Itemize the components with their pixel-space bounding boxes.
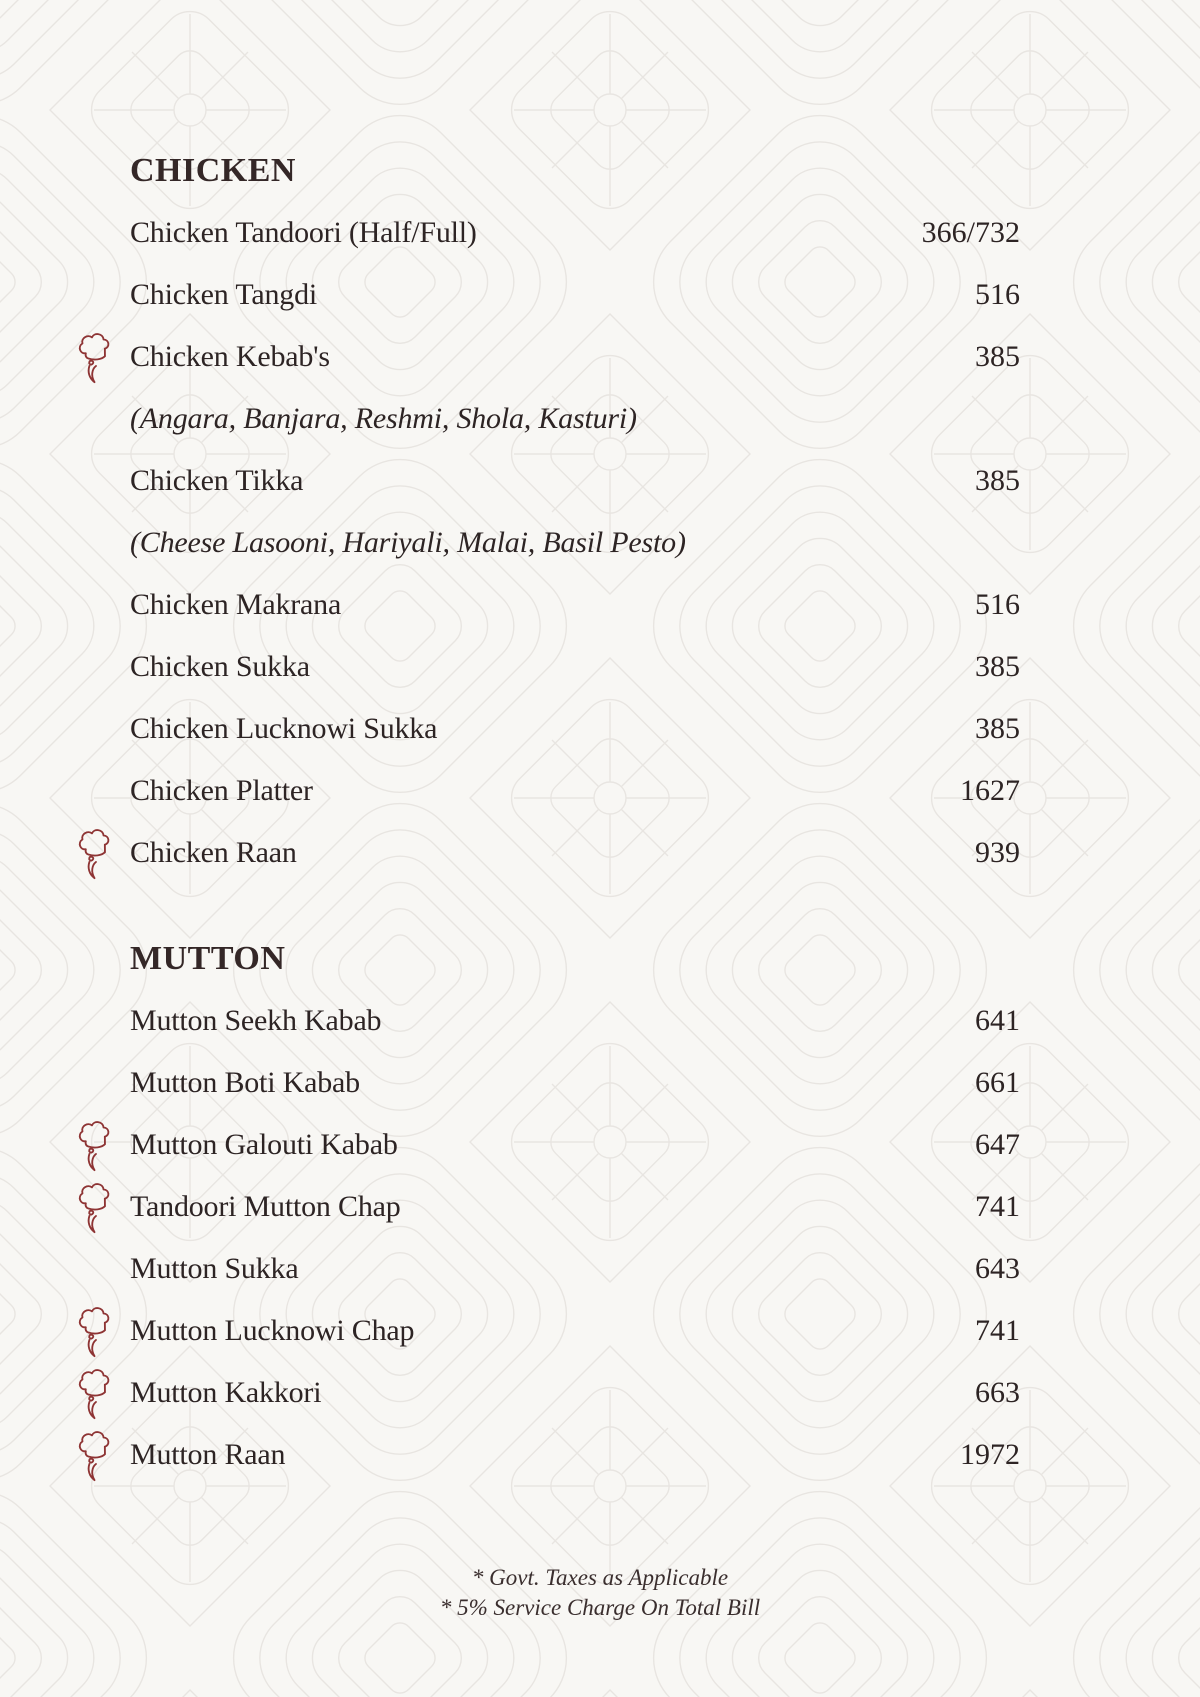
item-price: 643	[975, 1252, 1020, 1285]
footer	[0, 1563, 1200, 1623]
menu-item-row	[130, 326, 1020, 388]
chef-hat-icon	[76, 1182, 118, 1238]
chef-hat-icon	[76, 332, 118, 388]
item-price: 385	[975, 650, 1020, 683]
item-price: 1972	[960, 1438, 1020, 1471]
menu-item-row	[130, 1176, 1020, 1238]
item-name: Chicken Makrana	[130, 588, 342, 621]
menu-item-row	[130, 1300, 1020, 1362]
item-name: Mutton Galouti Kabab	[130, 1128, 398, 1161]
item-name: Mutton Boti Kabab	[130, 1066, 360, 1099]
variant-note: (Angara, Banjara, Reshmi, Shola, Kasturi)	[130, 402, 637, 435]
item-price: 741	[975, 1314, 1020, 1347]
menu-item-row	[130, 450, 1020, 512]
item-price: 366/732	[921, 216, 1020, 249]
menu-item-row	[130, 698, 1020, 760]
item-name: Chicken Tangdi	[130, 278, 318, 311]
menu-item-row	[130, 202, 1020, 264]
variant-note: (Cheese Lasooni, Hariyali, Malai, Basil Pesto)	[130, 526, 686, 559]
item-name: Mutton Seekh Kabab	[130, 1004, 382, 1037]
item-name: Mutton Kakkori	[130, 1376, 322, 1409]
chef-hat-icon	[76, 1430, 118, 1486]
item-price: 385	[975, 464, 1020, 497]
chef-hat-icon	[76, 1120, 118, 1176]
footer-note: * Govt. Taxes as Applicable	[471, 1565, 729, 1590]
chef-hat-icon	[76, 1368, 118, 1424]
item-price: 663	[975, 1376, 1020, 1409]
chef-hat-icon	[76, 828, 118, 884]
menu-item-row	[130, 990, 1020, 1052]
menu-item-row	[130, 264, 1020, 326]
item-name: Chicken Sukka	[130, 650, 310, 683]
menu-item-row	[130, 574, 1020, 636]
item-name: Chicken Raan	[130, 836, 297, 869]
item-name: Mutton Sukka	[130, 1252, 299, 1285]
item-price: 647	[975, 1128, 1020, 1161]
item-name: Tandoori Mutton Chap	[130, 1190, 401, 1223]
menu-item-row	[130, 1238, 1020, 1300]
item-price: 516	[975, 278, 1020, 311]
item-price: 516	[975, 588, 1020, 621]
item-price: 939	[975, 836, 1020, 869]
menu-item-row	[130, 1052, 1020, 1114]
variant-row	[130, 512, 1020, 574]
variant-row	[130, 388, 1020, 450]
menu-section-mutton	[130, 928, 1020, 1486]
item-name: Chicken Kebab's	[130, 340, 330, 373]
item-price: 385	[975, 712, 1020, 745]
item-price: 741	[975, 1190, 1020, 1223]
menu-item-row	[130, 1114, 1020, 1176]
menu-section-chicken	[130, 140, 1020, 884]
footer-note: * 5% Service Charge On Total Bill	[439, 1595, 761, 1620]
chef-hat-icon	[76, 1306, 118, 1362]
menu-item-row	[130, 636, 1020, 698]
item-price: 1627	[960, 774, 1020, 807]
menu-item-row	[130, 1362, 1020, 1424]
item-name: Mutton Raan	[130, 1438, 286, 1471]
item-name: Chicken Platter	[130, 774, 313, 807]
section-title: CHICKEN	[130, 152, 296, 189]
item-price: 385	[975, 340, 1020, 373]
menu	[130, 140, 1020, 1486]
item-name: Mutton Lucknowi Chap	[130, 1314, 415, 1347]
item-name: Chicken Tandoori (Half/Full)	[130, 216, 477, 249]
menu-item-row	[130, 1424, 1020, 1486]
item-price: 661	[975, 1066, 1020, 1099]
item-name: Chicken Tikka	[130, 464, 304, 497]
menu-item-row	[130, 760, 1020, 822]
section-title: MUTTON	[130, 940, 286, 977]
menu-item-row	[130, 822, 1020, 884]
item-name: Chicken Lucknowi Sukka	[130, 712, 438, 745]
item-price: 641	[975, 1004, 1020, 1037]
